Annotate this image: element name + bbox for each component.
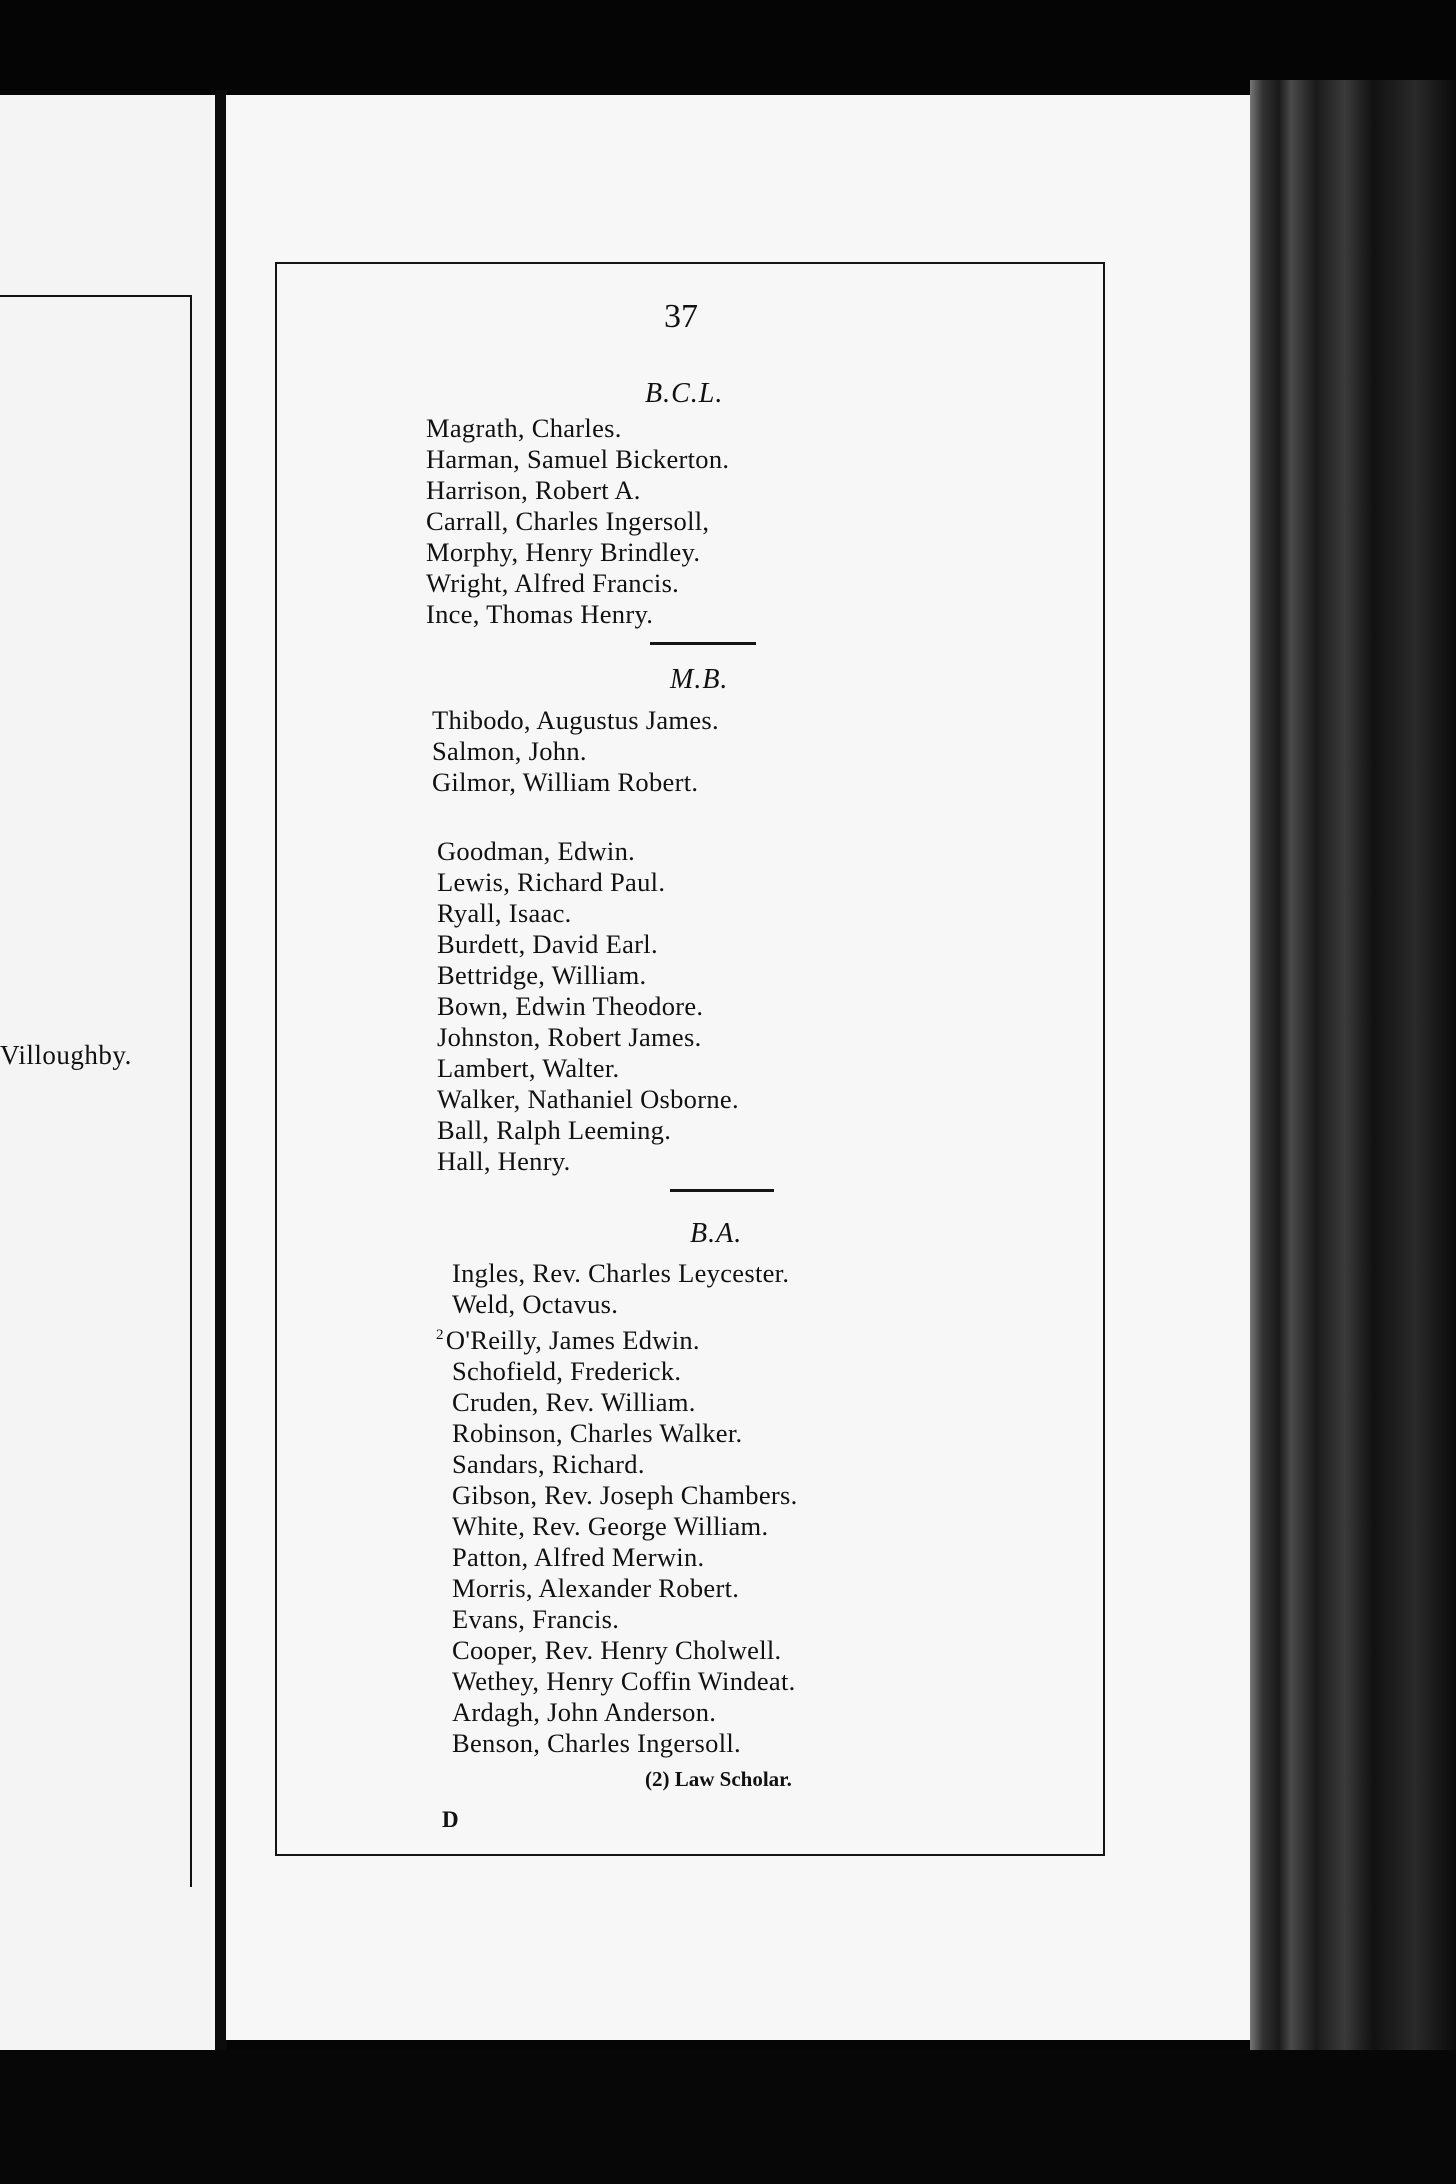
footnote-marker: 2 bbox=[436, 1327, 444, 1343]
name-text: Morris, Alexander Robert. bbox=[452, 1572, 740, 1603]
name-text: Schofield, Frederick. bbox=[452, 1355, 682, 1386]
name-entry bbox=[432, 705, 719, 736]
name-text: Bettridge, William. bbox=[437, 960, 647, 990]
name-entry bbox=[452, 1697, 798, 1728]
left-page-fragment: Villoughby. bbox=[0, 1040, 132, 1070]
name-entry bbox=[452, 1728, 798, 1759]
name-entry bbox=[437, 836, 739, 867]
name-text: Hall, Henry. bbox=[437, 1146, 571, 1176]
name-text: Morphy, Henry Brindley. bbox=[426, 537, 701, 567]
name-entry bbox=[437, 960, 739, 991]
name-entry bbox=[437, 867, 739, 898]
name-entry bbox=[437, 929, 739, 960]
name-text: Robinson, Charles Walker. bbox=[452, 1417, 743, 1448]
name-entry bbox=[452, 1635, 798, 1666]
name-entry bbox=[432, 767, 719, 798]
name-entry bbox=[426, 537, 729, 568]
name-entry bbox=[452, 1542, 798, 1573]
name-text: Walker, Nathaniel Osborne. bbox=[437, 1084, 739, 1114]
name-text: White, Rev. George William. bbox=[452, 1510, 769, 1541]
name-text: Thibodo, Augustus James. bbox=[432, 705, 719, 735]
name-text: Ingles, Rev. Charles Leycester. bbox=[452, 1258, 790, 1288]
name-entry bbox=[452, 1449, 798, 1480]
name-entry bbox=[452, 1573, 798, 1604]
signature-mark: D bbox=[442, 1807, 459, 1832]
bottom-shadow bbox=[0, 2050, 1456, 2184]
name-entry bbox=[452, 1258, 798, 1289]
name-text: Cruden, Rev. William. bbox=[452, 1386, 696, 1417]
section-rule bbox=[650, 642, 756, 645]
name-entry bbox=[437, 1146, 739, 1177]
name-text: Ardagh, John Anderson. bbox=[452, 1696, 717, 1727]
name-text: Ryall, Isaac. bbox=[437, 898, 572, 928]
name-text: Evans, Francis. bbox=[452, 1603, 620, 1634]
name-text: Weld, Octavus. bbox=[452, 1289, 619, 1319]
name-entry bbox=[426, 475, 729, 506]
heading-bcl: B.C.L. bbox=[645, 378, 724, 409]
names-list-bcl bbox=[426, 413, 729, 630]
section-rule bbox=[670, 1189, 774, 1192]
name-entry bbox=[426, 568, 729, 599]
name-text: Salmon, John. bbox=[432, 736, 587, 766]
name-entry bbox=[436, 1320, 798, 1356]
names-list-ba bbox=[436, 1258, 798, 1759]
name-text: Lambert, Walter. bbox=[437, 1053, 620, 1083]
book-cover-edge bbox=[1250, 80, 1456, 2080]
name-text: Wethey, Henry Coffin Windeat. bbox=[452, 1665, 796, 1696]
name-text: Wright, Alfred Francis. bbox=[426, 568, 680, 598]
name-entry bbox=[452, 1666, 798, 1697]
names-list-mb bbox=[432, 705, 719, 798]
name-text: Goodman, Edwin. bbox=[437, 836, 636, 866]
name-text: Sandars, Richard. bbox=[452, 1448, 645, 1479]
name-text: Johnston, Robert James. bbox=[437, 1022, 702, 1052]
name-text: Harman, Samuel Bickerton. bbox=[426, 444, 730, 474]
name-text: Gibson, Rev. Joseph Chambers. bbox=[452, 1479, 798, 1510]
name-text: Gilmor, William Robert. bbox=[432, 767, 699, 797]
name-entry bbox=[452, 1289, 798, 1320]
name-entry bbox=[452, 1387, 798, 1418]
name-text: O'Reilly, James Edwin. bbox=[445, 1324, 700, 1355]
name-entry bbox=[437, 991, 739, 1022]
heading-mb: M.B. bbox=[670, 664, 729, 695]
name-text: Ince, Thomas Henry. bbox=[426, 599, 654, 629]
name-entry bbox=[437, 1115, 739, 1146]
name-entry bbox=[452, 1480, 798, 1511]
name-text: Carrall, Charles Ingersoll, bbox=[426, 506, 710, 536]
name-entry bbox=[437, 1084, 739, 1115]
name-text: Burdett, David Earl. bbox=[437, 929, 658, 959]
name-entry bbox=[437, 1053, 739, 1084]
name-text: Bown, Edwin Theodore. bbox=[437, 991, 704, 1021]
left-page-frame bbox=[0, 295, 192, 1887]
name-entry bbox=[426, 506, 729, 537]
name-entry bbox=[452, 1604, 798, 1635]
name-entry bbox=[426, 444, 729, 475]
heading-ba: B.A. bbox=[690, 1218, 743, 1249]
name-entry bbox=[437, 898, 739, 929]
name-text: Magrath, Charles. bbox=[426, 413, 622, 443]
name-entry bbox=[437, 1022, 739, 1053]
page-number: 37 bbox=[664, 298, 698, 335]
footnote: (2) Law Scholar. bbox=[645, 1767, 792, 1791]
name-text: Lewis, Richard Paul. bbox=[437, 867, 666, 897]
name-text: Ball, Ralph Leeming. bbox=[437, 1115, 672, 1145]
name-text: Benson, Charles Ingersoll. bbox=[452, 1727, 741, 1758]
name-text: Cooper, Rev. Henry Cholwell. bbox=[452, 1634, 782, 1665]
name-entry bbox=[452, 1356, 798, 1387]
name-text: Harrison, Robert A. bbox=[426, 475, 641, 505]
names-list-mb-group2 bbox=[437, 836, 739, 1177]
name-entry bbox=[432, 736, 719, 767]
name-entry bbox=[452, 1511, 798, 1542]
left-page bbox=[0, 95, 215, 2055]
name-entry bbox=[426, 599, 729, 630]
name-entry bbox=[452, 1418, 798, 1449]
name-entry bbox=[426, 413, 729, 444]
name-text: Patton, Alfred Merwin. bbox=[452, 1541, 705, 1572]
